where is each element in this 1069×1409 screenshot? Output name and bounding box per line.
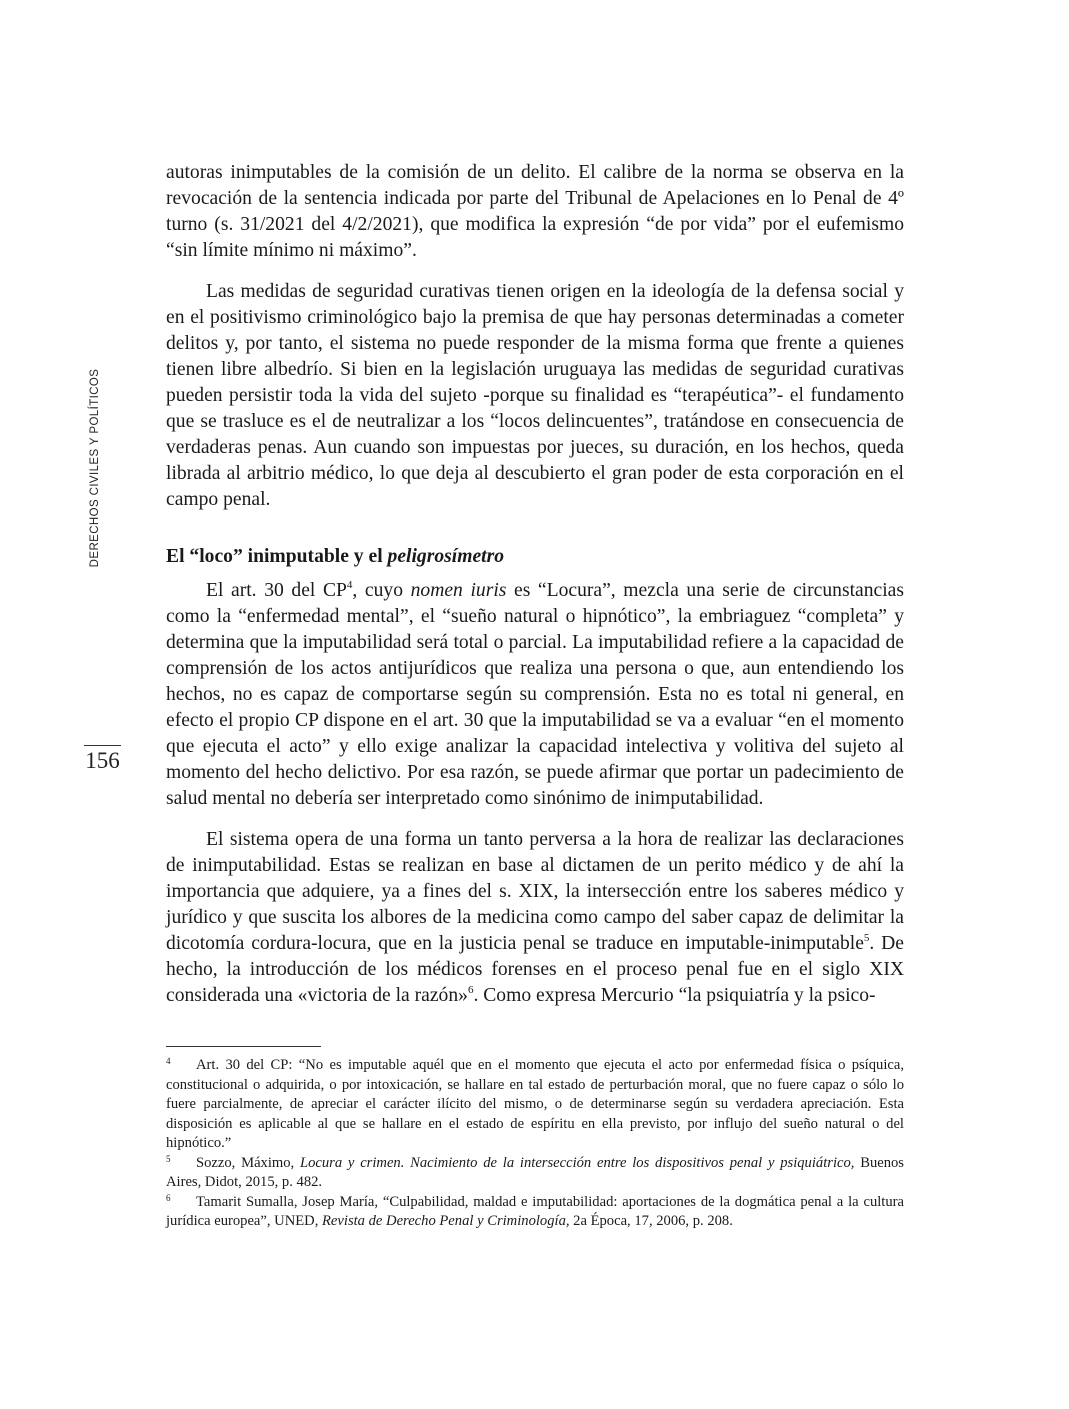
footnote-6-title: Revista de Derecho Penal y Criminología, [322, 1213, 570, 1229]
page-number-rule [84, 745, 121, 746]
footnotes [166, 1056, 904, 1232]
footnote-separator [166, 1046, 321, 1047]
page-number: 156 [85, 748, 120, 773]
footnote-5-text: Sozzo, Máximo, [196, 1154, 300, 1171]
footnote-ref-6[interactable]: 6 [467, 984, 474, 996]
footnote-6-text-end: 2a Época, 17, 2006, p. 208. [569, 1213, 733, 1229]
footnote-5: 5 Sozzo, Máximo, Locura y crimen. Nacimiento de la intersección entre los dispositivos penal y psiquiátrico, Buenos Aires, Didot, 2015, p. 482. [166, 1153, 904, 1190]
paragraph-3-text-c: es “Locura”, mezcla una serie de circunstancias como la “enfermedad mental”, el “sueño natural o hipnótico”, la embriaguez “completa” y determina que la imputabilidad será total o parcial. La imputabilidad refiere a la capacidad de comprensión de los actos antijurídicos que realiza una persona o que, aun entendiendo los hechos, no es capaz de comportarse según su comprensión. Esta no es total ni general, en efecto el propio CP dispone en el art. 30 que la imputabilidad se va a evaluar “en el momento que ejecuta el acto” y ello exige analizar la capacidad intelectiva y volitiva del sujeto al momento del hecho delictivo. Por esa razón, se puede afirmar que portar un padecimiento de salud mental no debería ser interpretado como sinónimo de inimputabilidad. [166, 580, 904, 809]
paragraph-3 [166, 578, 904, 812]
section-heading-text: El “loco” inimputable y el [166, 546, 388, 567]
paragraph-2: Las medidas de seguridad curativas tienen origen en la ideología de la defensa social y en el positivismo criminológico bajo la premisa de que hay personas determinadas a cometer delitos y, por tanto, el sistema no puede responder de la misma forma que frente a quienes tienen libre albedrío. Si bien en la legislación uruguaya las medidas de seguridad curativas pueden persistir toda la vida del sujeto -porque su finalidad es “terapéutica”- el fundamento que se trasluce es el de neutralizar a los “locos delincuentes”, tratándose en consecuencia de verdaderas penas. Aun cuando son impuestas por jueces, su duración, en los hechos, queda librada al arbitrio médico, lo que deja al descubierto el gran poder de esta corporación en el campo penal. [166, 281, 904, 510]
paragraph-1: autoras inimputables de la comisión de un delito. El calibre de la norma se observa en la revocación de la sentencia indicada por parte del Tribunal de Apelaciones en lo Penal de 4º turno (s. 31/2021 del 4/2/2021), que modifica la expresión “de por vida” por el eufemismo “sin límite mínimo ni máximo”. [166, 162, 904, 261]
paragraph-4-text-b: . De hecho, la introducción de los médicos forenses en el proceso penal fue en el siglo XIX considerada una «victoria de la razón» [166, 933, 904, 1006]
running-head: DERECHOS CIVILES Y POLÍTICOS [89, 368, 101, 568]
paragraph-4 [166, 827, 904, 1009]
section-heading-italic: peligrosímetro [387, 546, 505, 567]
footnote-6-text: Tamarit Sumalla, Josep María, “Culpabilidad, maldad e imputabilidad: aportaciones de la dogmática penal a la cultura jurídica europea”, UNED, [166, 1193, 904, 1229]
footnote-4-text: Art. 30 del CP: “No es imputable aquél que en el momento que ejecuta el acto por enfermedad física o psíquica, constitucional o adquirida, o por intoxicación, se hallare en tal estado de perturbación moral, que no fuere capaz o sólo lo fuere parcialmente, de apreciar el carácter ilícito del mismo, o de determinarse según su verdadera apreciación. Esta disposición es aplicable al que se hallare en el estado de espíritu en ella previsto, por influjo del sueño natural o del hipnótico.” [166, 1057, 904, 1151]
section-heading [166, 544, 904, 570]
body-text [166, 160, 904, 1024]
footnote-5-text-end: Buenos Aires, Didot, 2015, p. 482. [166, 1154, 904, 1190]
footnote-6: 6 Tamarit Sumalla, Josep María, “Culpabilidad, maldad e imputabilidad: aportaciones de la dogmática penal a la cultura jurídica europea”, UNED, Revista de Derecho Penal y Criminología, 2a Época, 17, 2006, p. 208. [166, 1192, 904, 1229]
paragraph-4-text-a: El sistema opera de una forma un tanto perversa a la hora de realizar las declaraciones de inimputabilidad. Estas se realizan en base al dictamen de un perito médico y de ahí la importancia que adquiere, ya a fines del s. XIX, la intersección entre los saberes médico y jurídico y que suscita los albores de la medicina como campo del saber capaz de delimitar la dicotomía cordura-locura, que en la justicia penal se traduce en imputable-inimputable [166, 829, 904, 954]
paragraph-3-italic: nomen iuris [410, 580, 507, 601]
footnote-5-title: Locura y crimen. Nacimiento de la intersección entre los dispositivos penal y psiquiátrico, [299, 1154, 855, 1171]
paragraph-3-text-a: El art. 30 del CP [206, 580, 347, 601]
footnote-ref-5[interactable]: 5 [863, 932, 870, 944]
footnote-4: 4 Art. 30 del CP: “No es imputable aquél que en el momento que ejecuta el acto por enfermedad física o psíquica, constitucional o adquirida, o por intoxicación, se hallare en tal estado de perturbación moral, que no fuere capaz o sólo lo fuere parcialmente, de apreciar el carácter ilícito del mismo, o de determinarse según su verdadera apreciación. Esta disposición es aplicable al que se hallare en el estado de espíritu en ella previsto, por influjo del sueño natural o del hipnótico.” [166, 1056, 904, 1151]
footnote-ref-4[interactable]: 4 [346, 579, 353, 591]
paragraph-4-text-c: . Como expresa Mercurio “la psiquiatría y la psico- [473, 985, 876, 1006]
paragraph-3-text-b: , cuyo [352, 580, 411, 601]
